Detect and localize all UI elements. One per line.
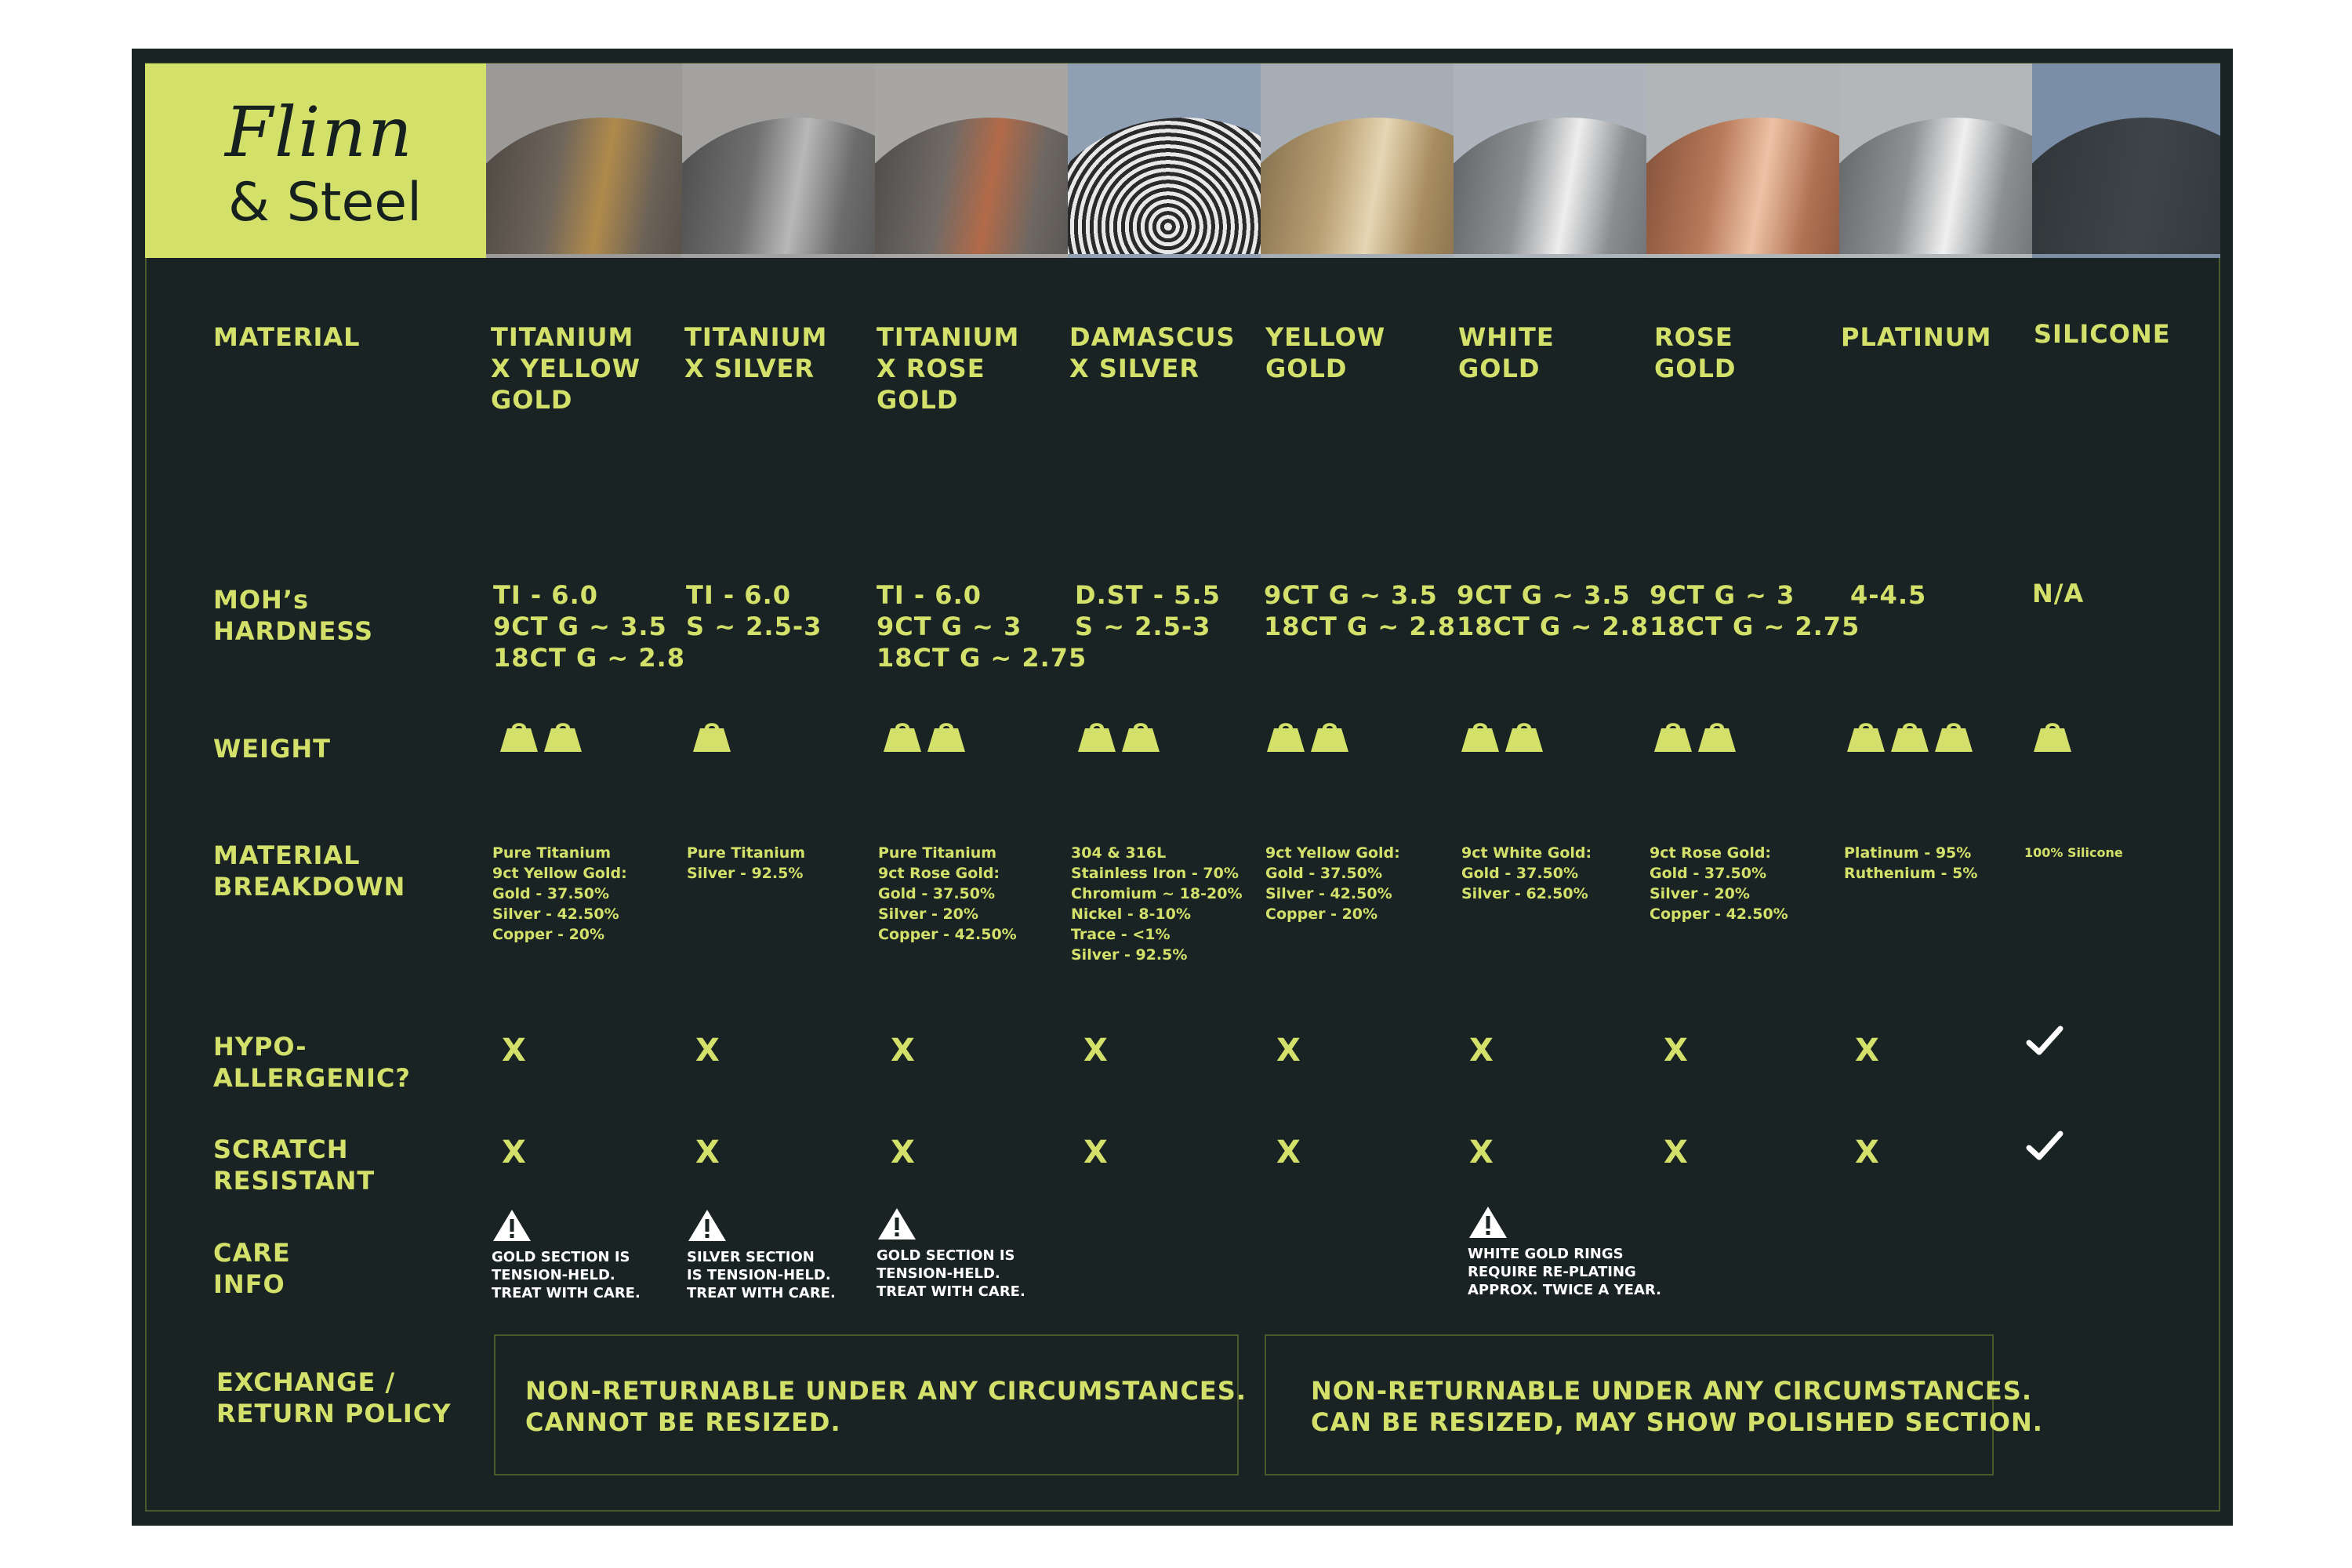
warning-icon [1468, 1204, 1508, 1240]
hypo-white-gold: X [1469, 1033, 1494, 1069]
hardness-titanium-rose-gold: TI - 6.0 9CT G ~ 3 18CT G ~ 2.75 [877, 580, 1087, 673]
ring-photo-titanium-yellow-gold [486, 64, 682, 258]
heading-silicone: SILICONE [2034, 319, 2171, 349]
weight-icon [543, 717, 583, 753]
weight-icon [2032, 717, 2073, 753]
warning-icon [492, 1207, 532, 1243]
weight-icon [882, 717, 923, 753]
weight-icon [1504, 717, 1544, 753]
weight-titanium-silver [691, 717, 732, 753]
weight-damascus-silver [1076, 717, 1161, 753]
heading-yellow-gold: YELLOW GOLD [1265, 322, 1386, 383]
brand-logo [145, 64, 486, 258]
weight-icon [926, 717, 967, 753]
breakdown-silicone: 100% Silicone [2024, 845, 2123, 860]
row-label-return-policy: EXCHANGE / RETURN POLICY [216, 1367, 452, 1428]
care-text: GOLD SECTION IS TENSION-HELD. TREAT WITH CARE. [877, 1247, 1025, 1300]
hypo-platinum: X [1855, 1033, 1879, 1069]
scratch-platinum: X [1855, 1134, 1879, 1171]
care-text: SILVER SECTION IS TENSION-HELD. TREAT WITH CARE. [687, 1249, 836, 1301]
breakdown-titanium-rose-gold: Pure Titanium 9ct Rose Gold: Gold - 37.50% Silver - 20% Copper - 42.50% [878, 844, 1017, 943]
weight-icon [1076, 717, 1117, 753]
hardness-titanium-yellow-gold: TI - 6.0 9CT G ~ 3.5 18CT G ~ 2.8 [493, 580, 686, 673]
row-label-hypoallergenic: HYPO- ALLERGENIC? [213, 1032, 411, 1093]
logo-script-text: Flinn [225, 92, 414, 172]
hypo-silicone-check-icon [2024, 1021, 2065, 1062]
hardness-silicone: N/A [2032, 579, 2085, 608]
heading-rose-gold: ROSE GOLD [1654, 322, 1737, 383]
weight-icon [499, 717, 539, 753]
scratch-rose-gold: X [1664, 1134, 1688, 1171]
care-text: WHITE GOLD RINGS REQUIRE RE-PLATING APPROX. TWICE A YEAR. [1468, 1246, 1661, 1298]
hardness-white-gold: 9CT G ~ 3.5 18CT G ~ 2.8 [1457, 580, 1650, 641]
policy-text-precious: NON-RETURNABLE UNDER ANY CIRCUMSTANCES. CAN BE RESIZED, MAY SHOW POLISHED SECTION. [1311, 1376, 2043, 1437]
weight-icon [1846, 717, 1886, 753]
breakdown-rose-gold: 9ct Rose Gold: Gold - 37.50% Silver - 20% Copper - 42.50% [1650, 844, 1788, 923]
ring-photo-titanium-rose-gold [875, 64, 1068, 258]
warning-icon [877, 1206, 917, 1242]
scratch-titanium-rose-gold: X [891, 1134, 915, 1171]
weight-icon [1933, 717, 1974, 753]
row-label-material: MATERIAL [213, 322, 361, 352]
ring-photo-platinum [1839, 64, 2032, 258]
hardness-titanium-silver: TI - 6.0 S ~ 2.5-3 [686, 580, 822, 641]
hypo-yellow-gold: X [1276, 1033, 1301, 1069]
logo-sans-text: & Steel [228, 172, 423, 234]
scratch-white-gold: X [1469, 1134, 1494, 1171]
care-titanium-rose-gold [877, 1206, 1025, 1301]
row-label-scratch-resistant: SCRATCH RESISTANT [213, 1134, 376, 1196]
weight-titanium-rose-gold [882, 717, 967, 753]
weight-titanium-yellow-gold [499, 717, 583, 753]
weight-icon [1653, 717, 1693, 753]
hypo-rose-gold: X [1664, 1033, 1688, 1069]
care-titanium-yellow-gold [492, 1207, 641, 1302]
weight-icon [1265, 717, 1306, 753]
weight-icon [1697, 717, 1737, 753]
weight-icon [1120, 717, 1161, 753]
hypo-titanium-silver: X [695, 1033, 720, 1069]
chart-panel [132, 49, 2233, 1526]
weight-rose-gold [1653, 717, 1737, 753]
hardness-platinum: 4-4.5 [1850, 580, 1927, 610]
heading-platinum: PLATINUM [1841, 322, 1992, 352]
row-label-care-info: CARE INFO [213, 1238, 291, 1299]
hypo-titanium-rose-gold: X [891, 1033, 915, 1069]
policy-text-titanium: NON-RETURNABLE UNDER ANY CIRCUMSTANCES. CANNOT BE RESIZED. [525, 1376, 1247, 1437]
weight-icon [1460, 717, 1501, 753]
breakdown-white-gold: 9ct White Gold: Gold - 37.50% Silver - 62.50% [1461, 844, 1592, 902]
weight-icon [1309, 717, 1350, 753]
ring-photo-yellow-gold [1261, 64, 1454, 258]
weight-icon [691, 717, 732, 753]
care-white-gold [1468, 1204, 1661, 1299]
row-label-hardness: MOH’s HARDNESS [213, 585, 374, 646]
scratch-damascus-silver: X [1083, 1134, 1108, 1171]
care-titanium-silver [687, 1207, 836, 1302]
weight-platinum [1846, 717, 1974, 753]
warning-icon [687, 1207, 728, 1243]
ring-photo-white-gold [1454, 64, 1646, 258]
heading-titanium-yellow-gold: TITANIUM X YELLOW GOLD [491, 322, 641, 415]
scratch-silicone-check-icon [2024, 1126, 2065, 1167]
hypo-titanium-yellow-gold: X [502, 1033, 526, 1069]
scratch-yellow-gold: X [1276, 1134, 1301, 1171]
ring-photo-silicone [2032, 64, 2220, 258]
breakdown-platinum: Platinum - 95% Ruthenium - 5% [1844, 844, 1978, 882]
weight-white-gold [1460, 717, 1544, 753]
row-label-breakdown: MATERIAL BREAKDOWN [213, 840, 406, 902]
breakdown-yellow-gold: 9ct Yellow Gold: Gold - 37.50% Silver - 42.50% Copper - 20% [1265, 844, 1400, 923]
weight-silicone [2032, 717, 2073, 753]
heading-white-gold: WHITE GOLD [1458, 322, 1555, 383]
ring-photo-rose-gold [1646, 64, 1839, 258]
breakdown-titanium-yellow-gold: Pure Titanium 9ct Yellow Gold: Gold - 37.50% Silver - 42.50% Copper - 20% [492, 844, 627, 943]
heading-titanium-silver: TITANIUM X SILVER [684, 322, 828, 383]
heading-titanium-rose-gold: TITANIUM X ROSE GOLD [877, 322, 1020, 415]
hardness-rose-gold: 9CT G ~ 3 18CT G ~ 2.75 [1650, 580, 1860, 641]
row-label-weight: WEIGHT [213, 734, 331, 764]
breakdown-titanium-silver: Pure Titanium Silver - 92.5% [687, 844, 806, 882]
weight-icon [1889, 717, 1930, 753]
hardness-damascus-silver: D.ST - 5.5 S ~ 2.5-3 [1075, 580, 1221, 641]
ring-photo-damascus-silver [1068, 64, 1261, 258]
weight-yellow-gold [1265, 717, 1350, 753]
hypo-damascus-silver: X [1083, 1033, 1108, 1069]
hardness-yellow-gold: 9CT G ~ 3.5 18CT G ~ 2.8 [1264, 580, 1457, 641]
breakdown-damascus-silver: 304 & 316L Stainless Iron - 70% Chromium ~ 18-20% Nickel - 8-10% Trace - <1% Silver - 92.5% [1071, 844, 1243, 964]
care-text: GOLD SECTION IS TENSION-HELD. TREAT WITH CARE. [492, 1249, 641, 1301]
scratch-titanium-yellow-gold: X [502, 1134, 526, 1171]
ring-photo-titanium-silver [682, 64, 875, 258]
scratch-titanium-silver: X [695, 1134, 720, 1171]
heading-damascus-silver: DAMASCUS X SILVER [1069, 322, 1236, 383]
